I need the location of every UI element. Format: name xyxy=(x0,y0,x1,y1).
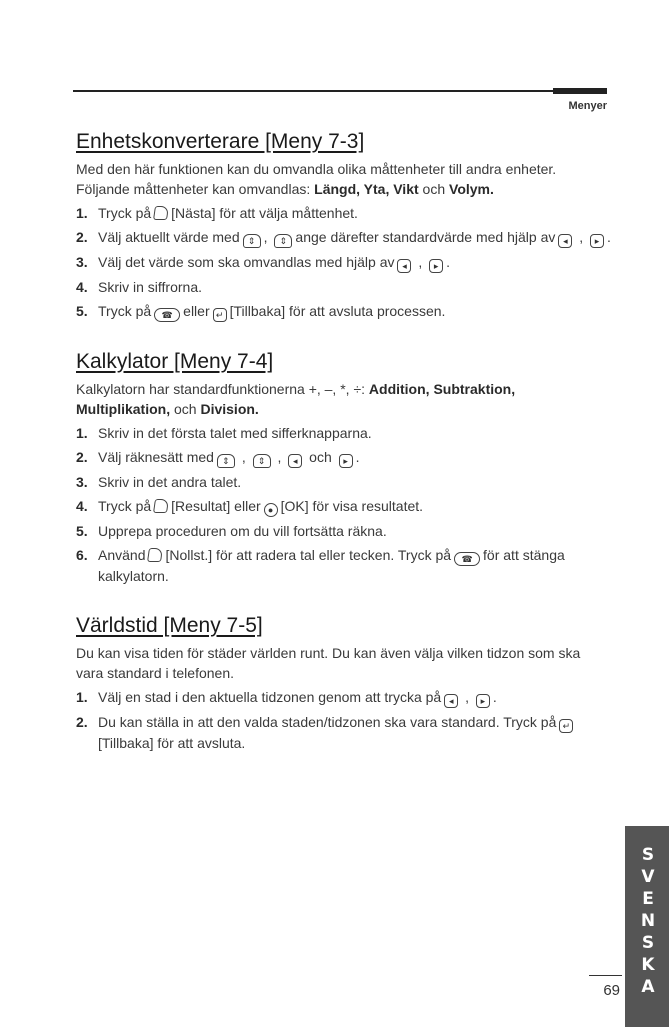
step-number: 6. xyxy=(76,547,88,563)
nav-left-icon: ◂ xyxy=(444,694,458,708)
step-text: . xyxy=(492,689,497,705)
nav-up-down-icon: ⇕ xyxy=(274,234,292,248)
step-text: Skriv in det första talet med sifferknapparna. xyxy=(98,425,372,441)
step-text: Välj en stad i den aktuella tidzonen genom att trycka på xyxy=(98,689,442,705)
step-text: Skriv in siffrorna. xyxy=(98,279,202,295)
step-text: . xyxy=(355,449,360,465)
intro-bold: Addition, Subtraktion, Multiplikation, xyxy=(76,381,516,417)
section-heading: Enhetskonverterare [Meny 7-3] xyxy=(76,130,365,153)
step-text: [Resultat] eller xyxy=(171,498,261,514)
step-item xyxy=(76,227,611,248)
section-intro xyxy=(76,379,611,419)
step-number: 3. xyxy=(76,474,88,490)
step-text: [Tillbaka] för att avsluta processen. xyxy=(229,303,446,319)
step-text: , xyxy=(263,229,272,245)
clear-back-icon: ↵ xyxy=(213,308,227,322)
step-number: 4. xyxy=(76,498,88,514)
step-item xyxy=(76,423,611,443)
step-text: . xyxy=(607,229,611,245)
clear-back-icon: ↵ xyxy=(559,719,573,733)
end-key-icon: ☎ xyxy=(154,308,180,322)
step-text: [OK] för visa resultatet. xyxy=(280,498,424,514)
step-text: Tryck på xyxy=(98,205,152,221)
step-text: Välj räknesätt med xyxy=(98,449,214,465)
step-text: , xyxy=(461,689,473,705)
nav-right-icon: ▸ xyxy=(476,694,490,708)
step-number: 2. xyxy=(76,449,88,465)
nav-up-down-icon: ⇕ xyxy=(243,234,261,248)
section-intro xyxy=(76,159,611,199)
nav-left-icon: ◂ xyxy=(558,234,572,248)
nav-left-icon: ◂ xyxy=(397,259,411,273)
step-number: 1. xyxy=(76,425,88,441)
step-text: Tryck på xyxy=(98,498,152,514)
nav-up-down-icon: ⇕ xyxy=(253,454,271,468)
step-item xyxy=(76,687,611,708)
content xyxy=(76,130,611,781)
section-world-time xyxy=(76,614,611,753)
step-text: och xyxy=(305,449,336,465)
header-rule-accent xyxy=(553,88,607,94)
step-list xyxy=(76,203,611,322)
step-number: 2. xyxy=(76,229,88,245)
intro-bold: Division. xyxy=(200,401,259,417)
intro-text: och xyxy=(418,181,450,197)
step-number: 4. xyxy=(76,279,88,295)
nav-up-down-icon: ⇕ xyxy=(217,454,235,468)
language-side-tab-label: SVENSKA xyxy=(638,845,658,999)
nav-right-icon: ▸ xyxy=(590,234,604,248)
end-key-icon: ☎ xyxy=(454,552,480,566)
header-rule xyxy=(73,90,607,92)
step-text: , xyxy=(414,254,427,270)
step-item xyxy=(76,203,611,223)
step-text: eller xyxy=(183,303,210,319)
section-calculator xyxy=(76,350,611,586)
step-text: Upprepa proceduren om du vill fortsätta räkna. xyxy=(98,523,387,539)
intro-text: Med den här funktionen kan du omvandla olika måttenheter till andra enheter. Följande måttenheter kan omvandlas: xyxy=(76,161,557,197)
step-item xyxy=(76,472,611,492)
step-item xyxy=(76,277,611,297)
step-number: 3. xyxy=(76,254,88,270)
step-item xyxy=(76,712,611,753)
page-number-rule xyxy=(589,975,622,976)
step-text: Tryck på xyxy=(98,303,152,319)
step-number: 1. xyxy=(76,689,88,705)
step-text: Du kan ställa in att den valda staden/tidzonen ska vara standard. Tryck på xyxy=(98,714,557,730)
step-text: Skriv in det andra talet. xyxy=(98,474,242,490)
section-unit-converter xyxy=(76,130,611,322)
step-text: . xyxy=(446,254,451,270)
nav-right-icon: ▸ xyxy=(339,454,353,468)
step-text: Välj aktuellt värde med xyxy=(98,229,240,245)
step-number: 5. xyxy=(76,523,88,539)
step-text: för att stänga kalkylatorn. xyxy=(98,547,565,584)
nav-left-icon: ◂ xyxy=(288,454,302,468)
step-item xyxy=(76,496,611,517)
intro-bold: Längd, Yta, Vikt xyxy=(314,181,419,197)
step-list xyxy=(76,423,611,586)
step-text: [Tillbaka] för att avsluta. xyxy=(98,735,246,751)
step-text: , xyxy=(273,449,286,465)
soft-key-icon xyxy=(153,499,169,513)
step-text: [Nästa] för att välja måttenhet. xyxy=(171,205,358,221)
step-text: Välj det värde som ska omvandlas med hjälp av xyxy=(98,254,395,270)
section-label: Menyer xyxy=(568,100,607,112)
step-text: Använd xyxy=(98,547,146,563)
step-item xyxy=(76,447,611,468)
step-item xyxy=(76,252,611,273)
step-text: [Nollst.] för att radera tal eller tecken. Tryck på xyxy=(165,547,452,563)
intro-text: och xyxy=(170,401,201,417)
step-text: ange därefter standardvärde med hjälp av xyxy=(295,229,556,245)
step-item xyxy=(76,521,611,541)
step-number: 5. xyxy=(76,303,88,319)
soft-key-icon xyxy=(153,206,169,220)
intro-text: Kalkylatorn har standardfunktionerna +, –, *, ÷: xyxy=(76,381,369,397)
step-item xyxy=(76,545,611,586)
ok-key-icon: ● xyxy=(264,503,278,517)
step-list xyxy=(76,687,611,753)
soft-key-icon xyxy=(148,548,164,562)
step-number: 2. xyxy=(76,714,88,730)
section-intro: Du kan visa tiden för städer världen runt. Du kan även välja vilken tidzon som ska vara standard i telefonen. xyxy=(76,645,581,681)
step-text: , xyxy=(237,449,250,465)
step-text: , xyxy=(575,229,588,245)
intro-bold: Volym. xyxy=(449,181,494,197)
section-heading: Kalkylator [Meny 7-4] xyxy=(76,350,274,373)
step-number: 1. xyxy=(76,205,88,221)
step-item xyxy=(76,301,611,322)
page-number: 69 xyxy=(603,982,620,999)
nav-right-icon: ▸ xyxy=(429,259,443,273)
section-heading: Världstid [Meny 7-5] xyxy=(76,614,263,637)
